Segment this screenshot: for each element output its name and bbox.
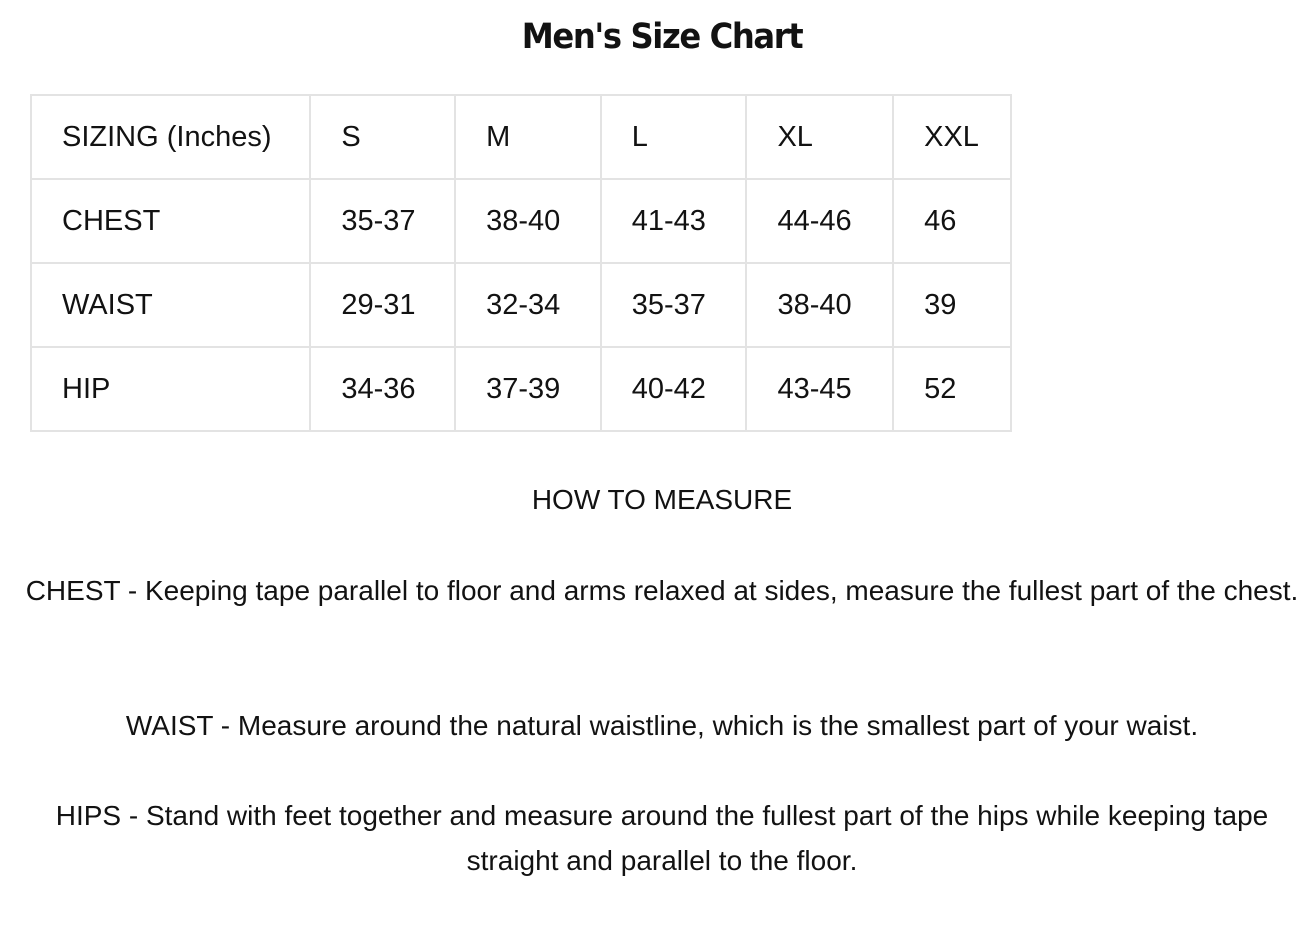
header-cell-xl: XL [746,95,893,179]
table-cell: 29-31 [310,263,455,347]
table-cell: 37-39 [455,347,601,431]
table-cell: 43-45 [746,347,893,431]
table-cell: 38-40 [746,263,893,347]
size-chart-table [30,94,1012,432]
how-to-measure-heading: HOW TO MEASURE [531,484,793,515]
hips-instructions: HIPS - Stand with feet together and measure around the fullest part of the hips while keeping tape straight and parallel to the floor. [55,800,1269,876]
row-label-chest: CHEST [31,179,310,263]
table-cell: 46 [893,179,1011,263]
table-header-row [31,95,1011,179]
table-cell: 40-42 [601,347,747,431]
table-cell: 38-40 [455,179,601,263]
table-cell: 39 [893,263,1011,347]
row-label-waist: WAIST [31,263,310,347]
header-cell-m: M [455,95,601,179]
table-cell: 52 [893,347,1011,431]
table-cell: 41-43 [601,179,747,263]
page-title: Men's Size Chart [521,17,803,57]
table-row-chest [31,179,1011,263]
table-cell: 35-37 [310,179,455,263]
row-label-hip: HIP [31,347,310,431]
table-cell: 34-36 [310,347,455,431]
header-cell-s: S [310,95,455,179]
table-row-hip [31,347,1011,431]
waist-instructions: WAIST - Measure around the natural waistline, which is the smallest part of your waist. [125,710,1199,741]
table-cell: 35-37 [601,263,747,347]
chest-instructions: CHEST - Keeping tape parallel to floor and arms relaxed at sides, measure the fullest part of the chest. [25,575,1299,606]
table-cell: 44-46 [746,179,893,263]
header-cell-l: L [601,95,747,179]
header-cell-sizing: SIZING (Inches) [31,95,310,179]
header-cell-xxl: XXL [893,95,1011,179]
table-row-waist [31,263,1011,347]
table-cell: 32-34 [455,263,601,347]
